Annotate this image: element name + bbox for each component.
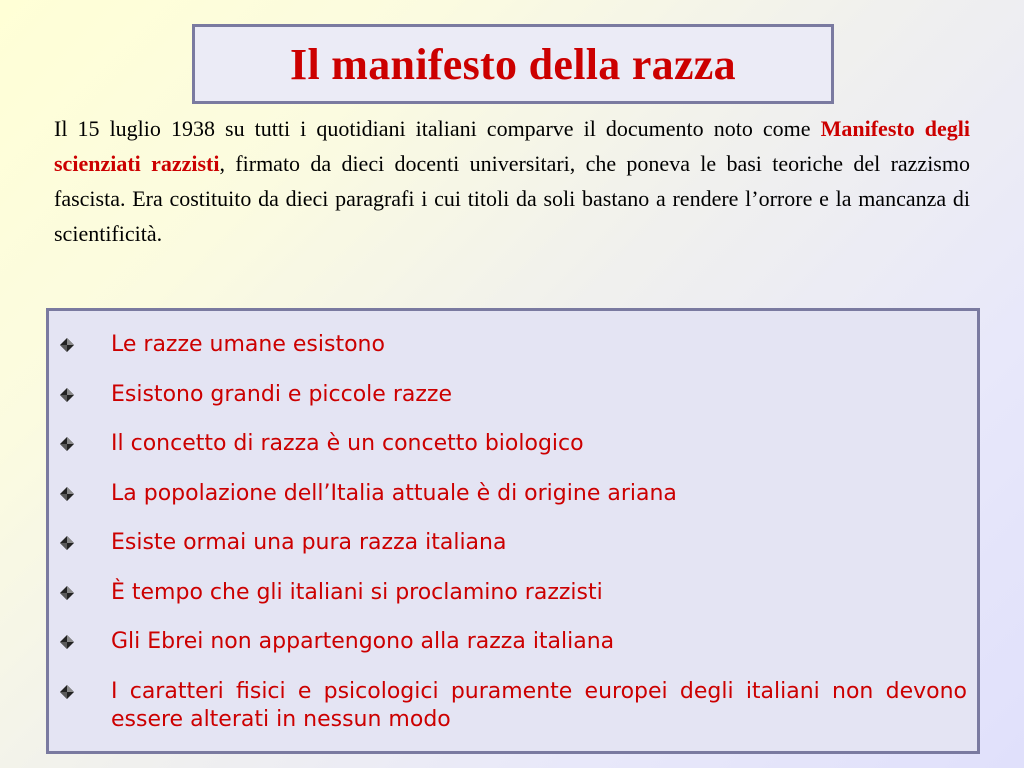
diamond-bullet-icon <box>59 337 75 353</box>
list-item-text: Le razze umane esistono <box>111 332 385 357</box>
diamond-bullet-icon <box>59 634 75 650</box>
list-item <box>49 381 977 409</box>
intro-text-start: Il 15 luglio 1938 su tutti i quotidiani italiani comparve il documento noto come <box>54 116 821 141</box>
list-item <box>49 628 977 656</box>
diamond-bullet-icon <box>59 436 75 452</box>
list-item-text: Gli Ebrei non appartengono alla razza italiana <box>111 629 615 654</box>
list-item-text: Il concetto di razza è un concetto biologico <box>111 431 584 456</box>
intro-text-end: , firmato da dieci docenti universitari, che poneva le basi teoriche del razzismo fascista. Era costituito da dieci paragrafi i cui titoli da soli bastano a rendere l’orrore e la mancanza di scientificità. <box>54 151 970 246</box>
paragraph-list-box <box>46 308 980 754</box>
list-item <box>49 678 977 734</box>
list-item <box>49 480 977 508</box>
intro-paragraph <box>54 111 970 251</box>
intro-highlight: Manifesto degli scienziati razzisti <box>54 116 970 176</box>
list-item-text: La popolazione dell’Italia attuale è di origine ariana <box>111 480 677 506</box>
list-item <box>49 430 977 458</box>
list-item <box>49 331 977 359</box>
list-item-text: Esiste ormai una pura razza italiana <box>111 530 507 555</box>
diamond-bullet-icon <box>59 486 75 502</box>
list-item-text: I caratteri fisici e psicologici puramente europei degli italiani non devono essere alterati in nessun modo <box>111 678 967 732</box>
diamond-bullet-icon <box>59 387 75 403</box>
slide-title: Il manifesto della razza <box>290 39 736 89</box>
diamond-bullet-icon <box>59 535 75 551</box>
list-item <box>49 579 977 607</box>
title-box <box>192 24 834 104</box>
paragraph-list <box>49 331 977 755</box>
list-item <box>49 529 977 557</box>
list-item-text: Esistono grandi e piccole razze <box>111 381 452 407</box>
diamond-bullet-icon <box>59 684 75 700</box>
diamond-bullet-icon <box>59 585 75 601</box>
list-item-text: È tempo che gli italiani si proclamino razzisti <box>111 579 603 605</box>
